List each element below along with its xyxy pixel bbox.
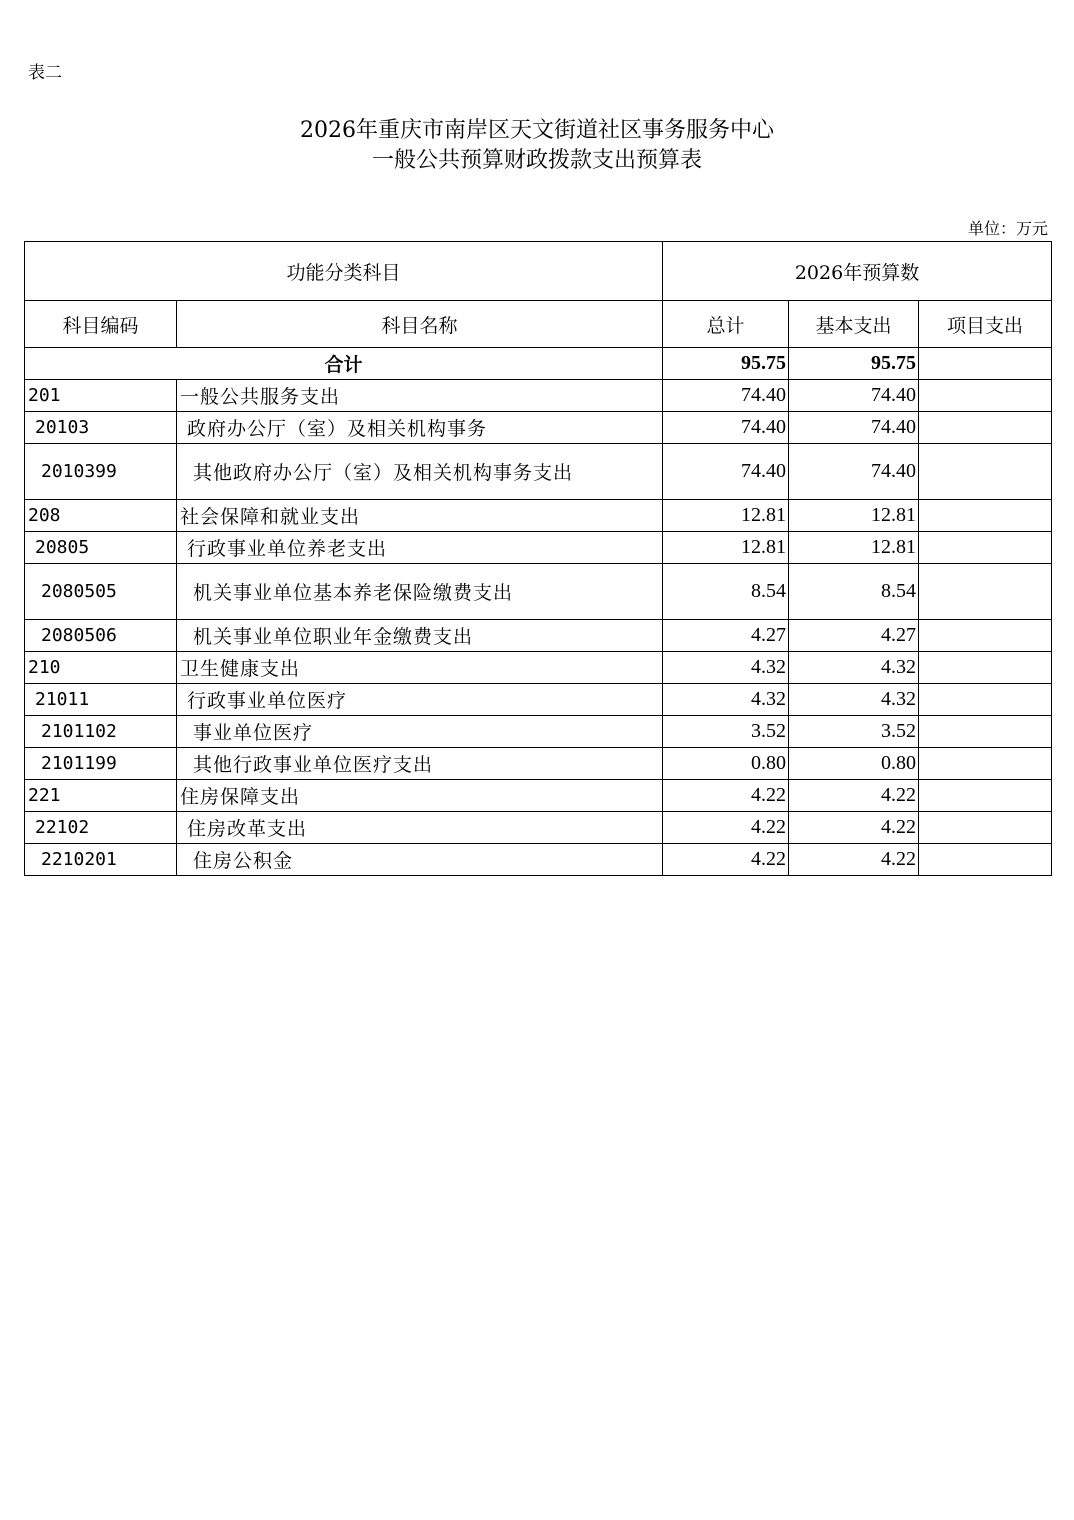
row-total: 74.40 xyxy=(663,412,789,444)
total-project xyxy=(919,348,1052,380)
row-name: 住房公积金 xyxy=(177,844,663,876)
row-basic: 4.22 xyxy=(789,780,919,812)
header-row-2 xyxy=(25,301,1052,348)
row-code: 201 xyxy=(25,380,177,412)
row-project xyxy=(919,532,1052,564)
table-row xyxy=(25,444,1052,500)
row-basic: 4.32 xyxy=(789,652,919,684)
table-row xyxy=(25,812,1052,844)
unit-label: 单位：万元 xyxy=(967,219,1048,238)
row-basic: 3.52 xyxy=(789,716,919,748)
row-code: 2210201 xyxy=(25,844,177,876)
table-row xyxy=(25,780,1052,812)
row-total: 4.32 xyxy=(663,652,789,684)
row-name: 行政事业单位养老支出 xyxy=(177,532,663,564)
row-code: 208 xyxy=(25,500,177,532)
row-code: 2080506 xyxy=(25,620,177,652)
header-code: 科目编码 xyxy=(25,301,177,348)
row-total: 4.32 xyxy=(663,684,789,716)
header-basic: 基本支出 xyxy=(789,301,919,348)
row-name: 住房改革支出 xyxy=(177,812,663,844)
row-code: 2101199 xyxy=(25,748,177,780)
row-total: 74.40 xyxy=(663,380,789,412)
header-category: 功能分类科目 xyxy=(25,242,663,301)
total-label: 合计 xyxy=(25,348,663,380)
row-basic: 12.81 xyxy=(789,532,919,564)
row-code: 20805 xyxy=(25,532,177,564)
row-total: 12.81 xyxy=(663,532,789,564)
row-total: 4.22 xyxy=(663,812,789,844)
table-row xyxy=(25,652,1052,684)
row-basic: 74.40 xyxy=(789,380,919,412)
row-name: 住房保障支出 xyxy=(177,780,663,812)
row-project xyxy=(919,748,1052,780)
row-total: 12.81 xyxy=(663,500,789,532)
row-name: 其他政府办公厅（室）及相关机构事务支出 xyxy=(177,444,663,500)
row-total: 3.52 xyxy=(663,716,789,748)
row-name: 政府办公厅（室）及相关机构事务 xyxy=(177,412,663,444)
header-budget: 2026年预算数 xyxy=(663,242,1052,301)
row-code: 22102 xyxy=(25,812,177,844)
row-project xyxy=(919,844,1052,876)
row-total: 4.22 xyxy=(663,780,789,812)
table-row xyxy=(25,684,1052,716)
row-project xyxy=(919,444,1052,500)
row-project xyxy=(919,564,1052,620)
row-basic: 74.40 xyxy=(789,412,919,444)
total-amount: 95.75 xyxy=(663,348,789,380)
row-total: 4.27 xyxy=(663,620,789,652)
row-project xyxy=(919,500,1052,532)
table-row xyxy=(25,748,1052,780)
table-row xyxy=(25,532,1052,564)
header-project: 项目支出 xyxy=(919,301,1052,348)
row-name: 行政事业单位医疗 xyxy=(177,684,663,716)
page-title xyxy=(0,116,1074,176)
row-basic: 4.22 xyxy=(789,844,919,876)
row-project xyxy=(919,716,1052,748)
row-name: 机关事业单位基本养老保险缴费支出 xyxy=(177,564,663,620)
table-row xyxy=(25,412,1052,444)
row-name: 卫生健康支出 xyxy=(177,652,663,684)
row-name: 一般公共服务支出 xyxy=(177,380,663,412)
document-label: 表二 xyxy=(28,63,62,83)
row-name: 社会保障和就业支出 xyxy=(177,500,663,532)
table-row xyxy=(25,620,1052,652)
row-project xyxy=(919,780,1052,812)
row-total: 0.80 xyxy=(663,748,789,780)
row-code: 2010399 xyxy=(25,444,177,500)
row-project xyxy=(919,412,1052,444)
row-basic: 74.40 xyxy=(789,444,919,500)
row-code: 210 xyxy=(25,652,177,684)
row-project xyxy=(919,620,1052,652)
row-project xyxy=(919,684,1052,716)
row-basic: 4.27 xyxy=(789,620,919,652)
row-project xyxy=(919,652,1052,684)
table-row xyxy=(25,564,1052,620)
row-basic: 0.80 xyxy=(789,748,919,780)
budget-table xyxy=(24,241,1052,876)
row-total: 74.40 xyxy=(663,444,789,500)
row-name: 事业单位医疗 xyxy=(177,716,663,748)
header-total: 总计 xyxy=(663,301,789,348)
row-code: 20103 xyxy=(25,412,177,444)
row-name: 机关事业单位职业年金缴费支出 xyxy=(177,620,663,652)
row-code: 21011 xyxy=(25,684,177,716)
header-row-1 xyxy=(25,242,1052,301)
table-row xyxy=(25,500,1052,532)
row-basic: 4.22 xyxy=(789,812,919,844)
row-basic: 4.32 xyxy=(789,684,919,716)
row-basic: 8.54 xyxy=(789,564,919,620)
row-name: 其他行政事业单位医疗支出 xyxy=(177,748,663,780)
title-line-1: 2026年重庆市南岸区天文街道社区事务服务中心 xyxy=(300,118,774,143)
total-row xyxy=(25,348,1052,380)
table-row xyxy=(25,844,1052,876)
row-basic: 12.81 xyxy=(789,500,919,532)
total-basic: 95.75 xyxy=(789,348,919,380)
row-total: 8.54 xyxy=(663,564,789,620)
row-code: 2080505 xyxy=(25,564,177,620)
row-project xyxy=(919,380,1052,412)
title-line-2: 一般公共预算财政拨款支出预算表 xyxy=(371,148,702,173)
row-total: 4.22 xyxy=(663,844,789,876)
table-row xyxy=(25,380,1052,412)
table-row xyxy=(25,716,1052,748)
header-name: 科目名称 xyxy=(177,301,663,348)
row-code: 221 xyxy=(25,780,177,812)
row-code: 2101102 xyxy=(25,716,177,748)
row-project xyxy=(919,812,1052,844)
